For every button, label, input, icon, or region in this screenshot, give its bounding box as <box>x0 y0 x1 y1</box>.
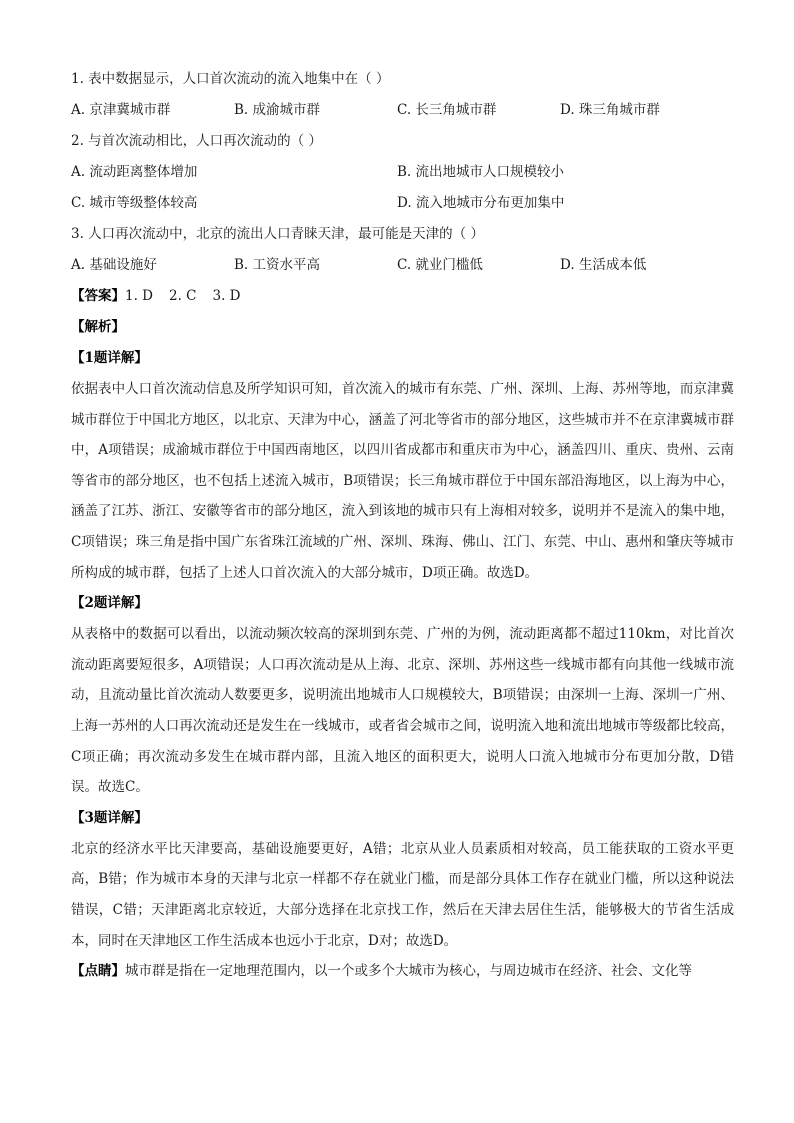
question-1-option-b: B. 成渝城市群 <box>234 102 321 118</box>
question-1-option-d: D. 珠三角城市群 <box>560 102 660 118</box>
question-2-options-row-2 <box>71 188 734 219</box>
answer-1: 1. D <box>125 288 153 304</box>
detail-3-text: 北京的经济水平比天津要高，基础设施要更好，A错；北京从业人员素质相对较高，员工能获取的工资水平更高，B错；作为城市本身的天津与北京一样都不存在就业门槛，而是部分具体工作存在就业门槛，所以这种说法错误，C错；天津距离北京较近，大部分选择在北京找工作，然后在天津去居住生活，能够极大的节省生活成本，同时在天津地区工作生活成本也远小于北京，D对；故选D。 <box>71 840 734 949</box>
question-2-option-c: C. 城市等级整体较高 <box>71 195 198 211</box>
question-3-option-c: C. 就业门槛低 <box>397 257 483 273</box>
question-2-option-a: A. 流动距离整体增加 <box>71 164 198 180</box>
question-1-option-c: C. 长三角城市群 <box>397 102 497 118</box>
question-1-options <box>71 95 734 126</box>
question-3-option-d: D. 生活成本低 <box>560 257 647 273</box>
question-2-option-b: B. 流出地城市人口规模较小 <box>397 164 565 180</box>
tip-line <box>71 956 734 987</box>
detail-2-text: 从表格中的数据可以看出，以流动频次较高的深圳到东莞、广州的为例，流动距离都不超过110km，对比首次流动距离要短很多，A项错误；人口再次流动是从上海、北京、深圳、苏州这些一线城市都有向其他一线城市流动，且流动量比首次流动人数要更多，说明流出地城市人口规模较大，B项错误；由深圳一上海、深圳一广州、上海一苏州的人口再次流动还是发生在一线城市，或者省会城市之间，说明流入地和流出地城市等级都比较高，C项正确；再次流动多发生在城市群内部，且流入地区的面积更大，说明人口流入地城市分布更加分散，D错误。故选C。 <box>71 626 734 796</box>
answer-line <box>71 281 734 312</box>
question-1 <box>71 64 734 126</box>
question-3-option-b: B. 工资水平高 <box>234 257 321 273</box>
question-1-stem: 1. 表中数据显示，人口首次流动的流入地集中在（ ） <box>71 71 390 87</box>
analysis-label: 【解析】 <box>71 319 125 335</box>
question-3-stem: 3. 人口再次流动中，北京的流出人口青睐天津，最可能是天津的（ ） <box>71 226 484 242</box>
tip-label: 【点睛】 <box>71 963 125 980</box>
question-2-stem: 2. 与首次流动相比，人口再次流动的（ ） <box>71 133 322 149</box>
detail-2-label: 【2题详解】 <box>71 595 148 612</box>
answer-2: 2. C <box>169 288 197 304</box>
detail-1-text: 依据表中人口首次流动信息及所学知识可知，首次流入的城市有东莞、广州、深圳、上海、苏州等地，而京津冀城市群位于中国北方地区，以北京、天津为中心，涵盖了河北等省市的部分地区，这些城市并不在京津冀城市群中，A项错误；成渝城市群位于中国西南地区，以四川省成都市和重庆市为中心，涵盖四川、重庆、贵州、云南等省市的部分地区，也不包括上述流入城市，B项错误；长三角城市群位于中国东部沿海地区，以上海为中心，涵盖了江苏、浙江、安徽等省市的部分地区，流入到该地的城市只有上海相对较多，说明并不是流入的集中地，C项错误；珠三角是指中国广东省珠江流域的广州、深圳、珠海、佛山、江门、东莞、中山、惠州和肇庆等城市所构成的城市群，包括了上述人口首次流入的大部分城市，D项正确。故选D。 <box>71 381 734 581</box>
question-2 <box>71 126 734 219</box>
detail-1-label: 【1题详解】 <box>71 350 148 366</box>
answer-3: 3. D <box>212 288 241 304</box>
detail-3-label: 【3题详解】 <box>71 809 148 826</box>
question-3-options <box>71 250 734 281</box>
tip-text: 城市群是指在一定地理范围内，以一个或多个大城市为核心，与周边城市在经济、社会、文化等 <box>125 963 692 980</box>
question-3-option-a: A. 基础设施好 <box>71 257 157 273</box>
question-2-options-row-1 <box>71 157 734 188</box>
question-1-option-a: A. 京津冀城市群 <box>71 102 171 118</box>
question-3 <box>71 219 734 281</box>
answer-label: 【答案】 <box>71 288 125 304</box>
question-2-option-d: D. 流入地城市分布更加集中 <box>397 195 565 211</box>
